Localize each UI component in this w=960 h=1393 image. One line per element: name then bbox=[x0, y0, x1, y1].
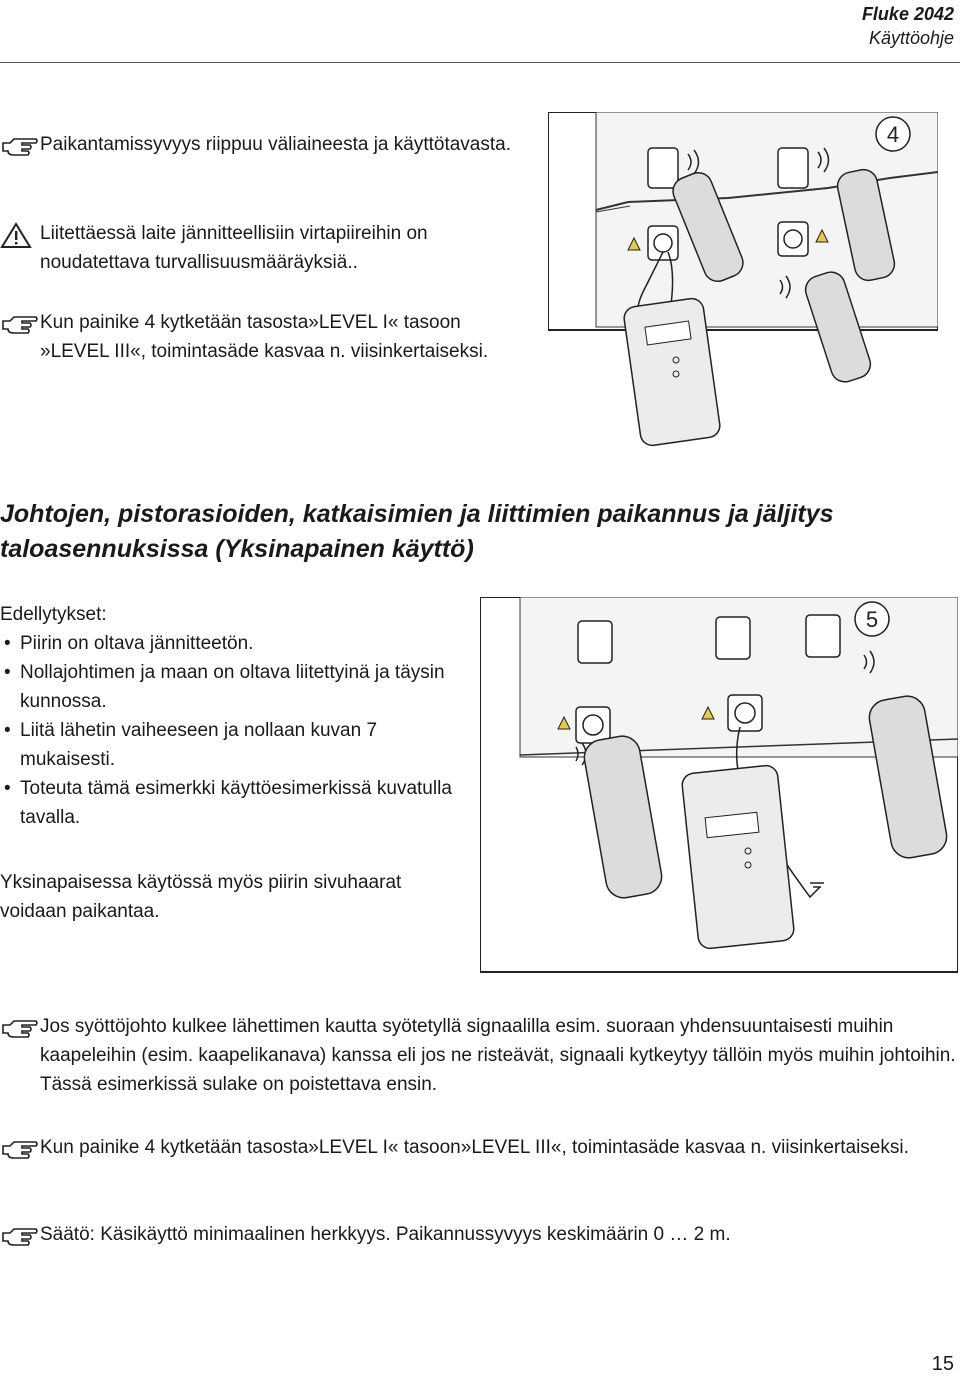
warning-triangle-icon bbox=[0, 222, 40, 248]
pointing-hand-icon bbox=[0, 1015, 40, 1041]
list-item: • Nollajohtimen ja maan on oltava liitettyinä ja täysin kunnossa. bbox=[0, 658, 475, 716]
pointing-hand-icon bbox=[0, 1223, 40, 1249]
single-pole-paragraph: Yksinapaisessa käytössä myös piirin sivuhaarat voidaan paikantaa. bbox=[0, 872, 402, 922]
header-title: Fluke 2042 bbox=[861, 4, 954, 24]
pointing-hand-icon bbox=[0, 1136, 40, 1162]
note-safety bbox=[0, 219, 535, 277]
note-text: Jos syöttöjohto kulkee lähettimen kautta syötetyllä signaalilla esim. suoraan yhdensuuntaisesti muihin kaapeleihin (esim. kaapelikanava) kanssa eli jos ne risteävät, signaali kytkeytyy tällöin myös muihin johtoihin. Tässä esimerkissä sulake on poistettava ensin. bbox=[40, 1016, 956, 1095]
note-text: Säätö: Käsikäyttö minimaalinen herkkyys. Paikannussyvyys keskimäärin 0 … 2 m. bbox=[40, 1224, 731, 1245]
note-text: Kun painike 4 kytketään tasosta»LEVEL I« tasoon»LEVEL III«, toimintasäde kasvaa n. viisinkertaiseksi. bbox=[40, 1137, 909, 1158]
list-item: • Toteuta tämä esimerkki käyttöesimerkissä kuvatulla tavalla. bbox=[0, 774, 475, 832]
section-heading: Johtojen, pistorasioiden, katkaisimien ja liittimien paikannus ja jäljitys taloasennuksissa (Yksinapainen käyttö) bbox=[0, 500, 834, 563]
note-level-2 bbox=[0, 1133, 960, 1162]
note-text: Liitettäessä laite jännitteellisiin virtapiireihin on noudatettava turvallisuusmääräyksiä.. bbox=[40, 223, 428, 273]
page-number: 15 bbox=[931, 1353, 954, 1375]
header-subtitle: Käyttöohje bbox=[868, 28, 954, 48]
figure-5-illustration bbox=[480, 597, 958, 973]
prereq-title: Edellytykset: bbox=[0, 604, 107, 625]
note-level bbox=[0, 308, 535, 366]
pointing-hand-icon bbox=[0, 311, 40, 337]
prereq-list bbox=[0, 629, 475, 832]
note-setting bbox=[0, 1220, 960, 1249]
page-header bbox=[862, 2, 954, 50]
prerequisites-block bbox=[0, 600, 475, 832]
note-depth bbox=[0, 130, 535, 159]
note-text: Kun painike 4 kytketään tasosta»LEVEL I« tasoon »LEVEL III«, toimintasäde kasvaa n. viisinkertaiseksi. bbox=[40, 312, 489, 362]
figure-4-label: 4 bbox=[886, 122, 900, 147]
figure-4-illustration bbox=[548, 112, 938, 452]
list-item: • Liitä lähetin vaiheeseen ja nollaan kuvan 7 mukaisesti. bbox=[0, 716, 475, 774]
list-item: • Piirin on oltava jännitteetön. bbox=[0, 629, 475, 658]
figure-5-label: 5 bbox=[865, 607, 879, 632]
note-text: Paikantamissyvyys riippuu väliaineesta ja käyttötavasta. bbox=[40, 134, 512, 155]
pointing-hand-icon bbox=[0, 133, 40, 159]
note-coupling bbox=[0, 1012, 960, 1099]
header-rule bbox=[0, 62, 960, 63]
